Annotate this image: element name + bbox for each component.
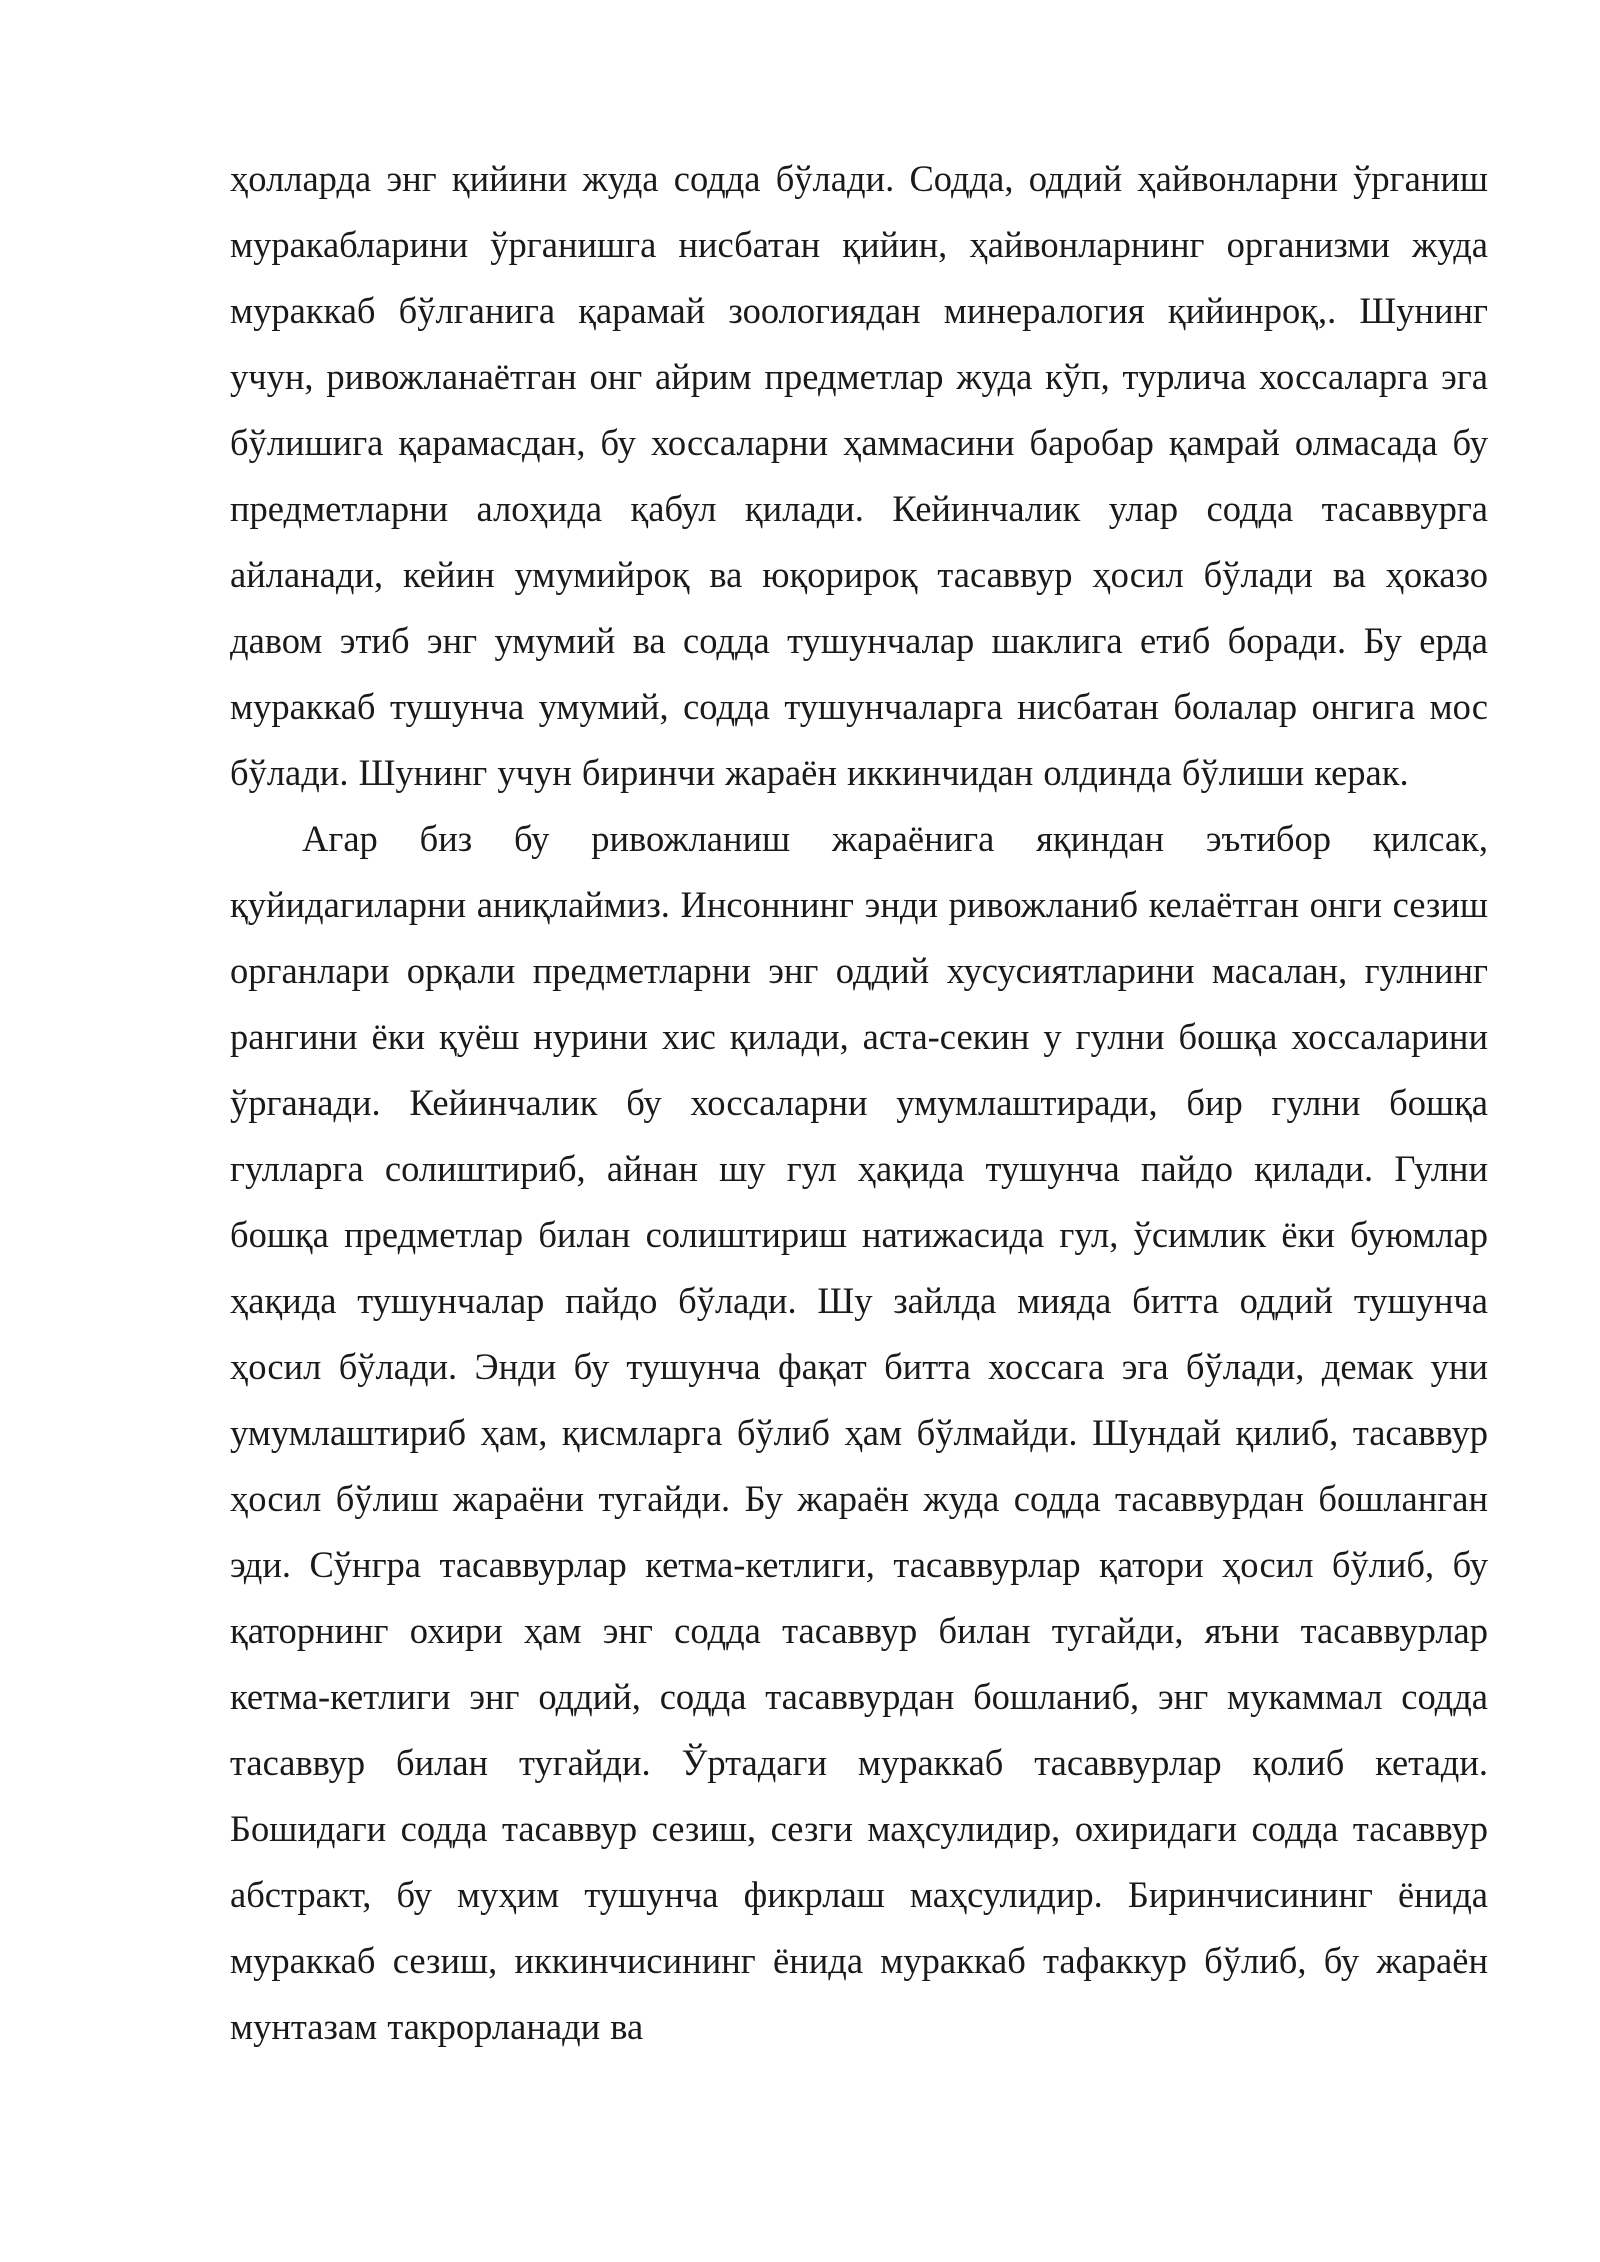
paragraph-1: ҳолларда энг қийини жуда содда бўлади. Содда, оддий ҳайвонларни ўрганиш муракабларини ўрганишга нисбатан қийин, ҳайвонларнинг организми жуда мураккаб бўлганига қарамай зоологиядан минералогия қийинроқ,. Шунинг учун, ривожланаётган онг айрим предметлар жуда кўп, турлича хоссаларга эга бўлишига қарамасдан, бу хоссаларни ҳаммасини баробар қамрай олмасада бу предметларни алоҳида қабул қилади. Кейинчалик улар содда тасаввурга айланади, кейин умумийроқ ва юқорироқ тасаввур ҳосил бўлади ва ҳоказо давом этиб энг умумий ва содда тушунчалар шаклига етиб боради. Бу ерда мураккаб тушунча умумий, содда тушунчаларга нисбатан болалар онгига мос бўлади. Шунинг учун биринчи жараён иккинчидан олдинда бўлиши керак. <box>230 158 1488 793</box>
paragraph-2: Агар биз бу ривожланиш жараёнига яқиндан эътибор қилсак, қуйидагиларни аниқлаймиз. Инсоннинг энди ривожланиб келаётган онги сезиш органлари орқали предметларни энг оддий хусусиятларини масалан, гулнинг рангини ёки қуёш нурини хис қилади, аста-секин у гулни бошқа хоссаларини ўрганади. Кейинчалик бу хоссаларни умумлаштиради, бир гулни бошқа гулларга солиштириб, айнан шу гул ҳақида тушунча пайдо қилади. Гулни бошқа предметлар билан солиштириш натижасида гул, ўсимлик ёки буюмлар ҳақида тушунчалар пайдо бўлади. Шу зайлда мияда битта оддий тушунча ҳосил бўлади. Энди бу тушунча фақат битта хоссага эга бўлади, демак уни умумлаштириб ҳам, қисмларга бўлиб ҳам бўлмайди. Шундай қилиб, тасаввур ҳосил бўлиш жараёни тугайди. Бу жараён жуда содда тасаввурдан бошланган эди. Сўнгра тасаввурлар кетма-кетлиги, тасаввурлар қатори ҳосил бўлиб, бу қаторнинг охири ҳам энг содда тасаввур билан тугайди, яъни тасаввурлар кетма-кетлиги энг оддий, содда тасаввурдан бошланиб, энг мукаммал содда тасаввур билан тугайди. Ўртадаги мураккаб тасаввурлар қолиб кетади. Бошидаги содда тасаввур сезиш, сезги маҳсулидир, охиридаги содда тасаввур абстракт, бу муҳим тушунча фикрлаш маҳсулидир. Биринчисининг ёнида мураккаб сезиш, иккинчисининг ёнида мураккаб тафаккур бўлиб, бу жараён мунтазам такрорланади ва <box>230 818 1488 2047</box>
document-page <box>230 146 1488 2060</box>
